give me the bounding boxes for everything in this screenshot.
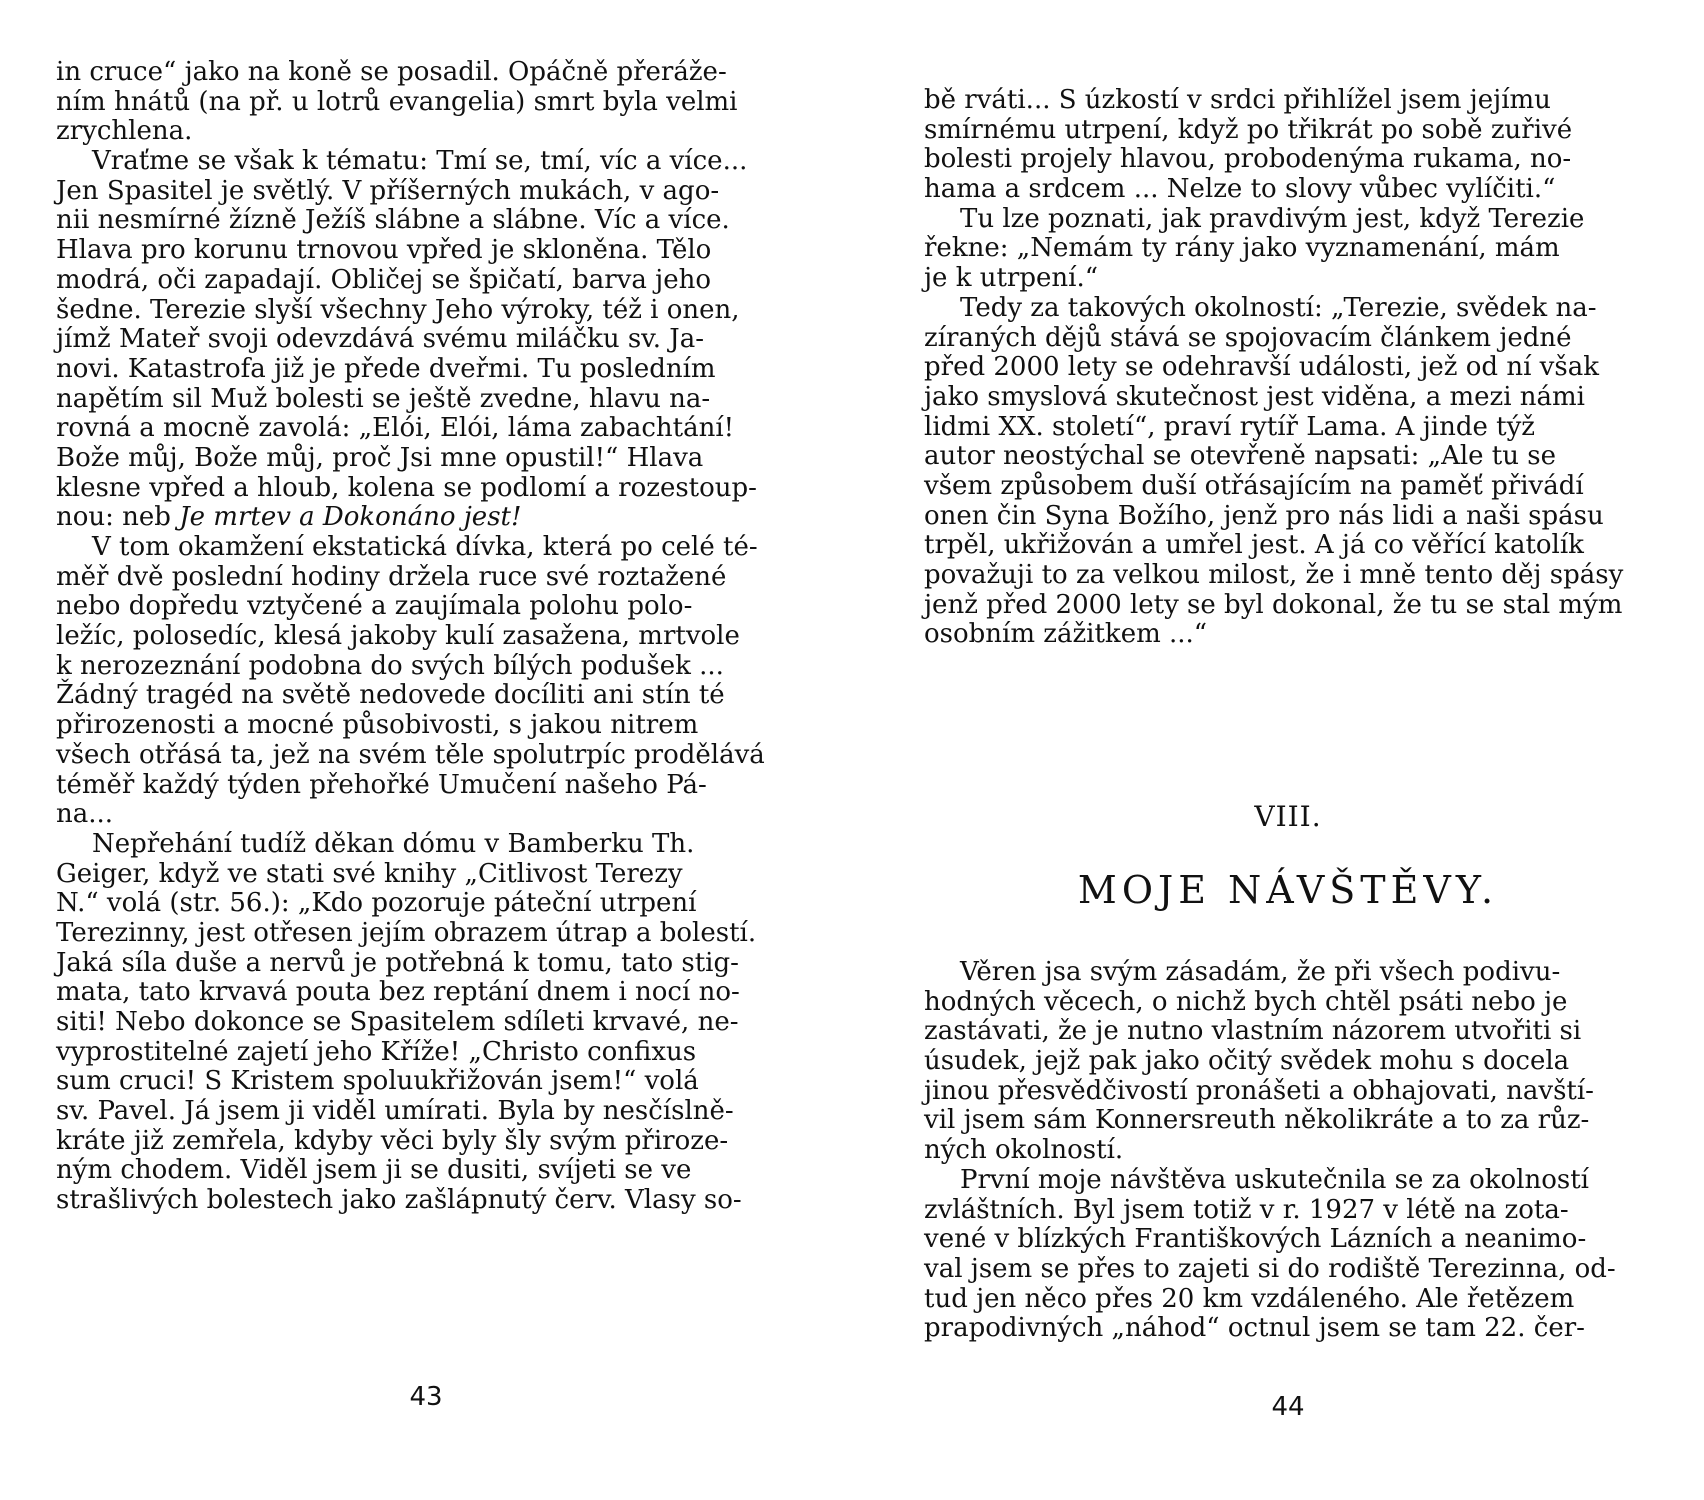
right-page-text-bottom (924, 958, 1652, 1344)
text-line-content: jinou přesvědčivostí pronášeti a obhajovati, navští- (924, 1075, 1594, 1106)
text-line-content: zvláštních. Byl jsem totiž v r. 1927 v létě na zota- (924, 1194, 1569, 1225)
text-line-content: úsudek, jejž pak jako očitý svědek mohu s docela (924, 1046, 1570, 1077)
left-page-text (56, 58, 796, 1216)
text-line (924, 502, 1652, 532)
text-line (56, 860, 796, 890)
text-line (56, 236, 796, 266)
text-line (56, 889, 796, 919)
text-line-content: jako smyslová skutečnost jest viděna, a mezi námi (924, 381, 1585, 412)
text-line (924, 958, 1652, 988)
text-line-content: siti! Nebo dokonce se Spasitelem sdíleti krvavé, ne- (56, 1007, 739, 1037)
text-line (56, 533, 796, 563)
text-line (924, 353, 1652, 383)
text-line-content: rovná a mocně zavolá: „Elói, Elói, láma zabachtání! (56, 413, 735, 444)
text-line-content: lidmi XX. století“, praví rytíř Lama. A jinde týž (924, 411, 1535, 442)
text-line (56, 206, 796, 236)
text-line-content: sv. Pavel. Já jsem ji viděl umírati. Byla by nesčíslně- (56, 1096, 734, 1127)
text-line (56, 414, 796, 444)
text-line (56, 177, 796, 207)
text-line-content: tud jen něco přes 20 km vzdáleného. Ale řetězem (924, 1283, 1575, 1314)
text-line (56, 771, 796, 801)
text-line (56, 296, 796, 326)
text-line-content: V tom okamžení ekstatická dívka, která po celé té- (92, 532, 758, 562)
text-line-content: na... (56, 799, 114, 830)
right-page (924, 0, 1652, 1500)
text-line-content: mata, tato krvavá pouta bez reptání dnem i nocí no- (56, 977, 740, 1008)
text-line (924, 1225, 1652, 1255)
text-line-content: autor neostýchal se otevřeně napsati: „Ale tu se (924, 441, 1556, 472)
text-line-content: všech otřásá ta, jež na svém těle spolutrpíc prodělává (56, 739, 765, 770)
text-line (56, 919, 796, 949)
text-line-content: je k utrpení.“ (924, 263, 1099, 294)
page-number-left: 43 (409, 1382, 443, 1412)
text-line (56, 800, 796, 830)
text-line-content: Vraťme se však k tématu: Tmí se, tmí, víc a více... (92, 146, 748, 177)
text-line (924, 116, 1652, 146)
text-line (924, 531, 1652, 561)
text-line (924, 1166, 1652, 1196)
text-line (56, 830, 796, 860)
text-line (56, 474, 796, 504)
text-line (924, 1077, 1652, 1107)
text-line-content: jenž před 2000 lety se byl dokonal, že tu se stal mým (924, 589, 1623, 620)
text-line-content: ležíc, polosedíc, klesá jakoby kulí zasažena, mrtvole (56, 621, 740, 652)
text-line-content: prapodivných „náhod“ octnul jsem se tam 22. čer- (924, 1313, 1585, 1344)
text-line (56, 711, 796, 741)
text-line (924, 175, 1652, 205)
text-line (56, 1186, 796, 1216)
text-line (56, 741, 796, 771)
text-line (56, 1127, 796, 1157)
text-line (924, 205, 1652, 235)
text-line-content: Bože můj, Bože můj, proč Jsi mne opustil!“ Hlava (56, 442, 704, 473)
text-line (924, 561, 1652, 591)
text-line (56, 1008, 796, 1038)
text-line (924, 413, 1652, 443)
text-line-content: smírnému utrpení, když po třikrát po sobě zuřivé (924, 114, 1573, 145)
text-line (56, 1097, 796, 1127)
text-line (56, 58, 796, 88)
text-line (56, 622, 796, 652)
right-page-text-top (924, 86, 1652, 650)
page-number-right: 44 (1271, 1392, 1305, 1422)
text-line-content: hama a srdcem ... Nelze to slovy vůbec vylíčiti.“ (924, 174, 1556, 205)
text-line-content: modrá, oči zapadají. Obličej se špičatí, barva jeho (56, 264, 711, 295)
text-line (924, 1255, 1652, 1285)
text-line (924, 472, 1652, 502)
italic-text: Je mrtev a Dokonáno jest! (179, 502, 522, 533)
text-line (56, 1067, 796, 1097)
text-line-content: hodných věcech, o nichž bych chtěl psáti nebo je (924, 986, 1568, 1017)
text-line-content: Jaká síla duše a nervů je potřebná k tomu, tato stig- (56, 947, 739, 978)
text-line-content: onen čin Syna Božího, jenž pro nás lidi a naši spásu (924, 500, 1604, 531)
text-line-content: Nepřehání tudíž děkan dómu v Bamberku Th. (92, 828, 695, 859)
text-line-content: vyprostitelné zajetí jeho Kříže! „Christo confixus (56, 1036, 697, 1067)
text-line (924, 988, 1652, 1018)
text-line (56, 88, 796, 118)
text-line-content: jímž Mateř svoji odevzdává svému miláčku sv. Ja- (56, 324, 705, 355)
text-line-content: přirozenosti a mocné působivosti, s jakou nitrem (56, 710, 699, 741)
text-line-content: měř dvě poslední hodiny držela ruce své roztažené (56, 561, 727, 592)
text-line-content: Jen Spasitel je světlý. V příšerných mukách, v ago- (56, 175, 720, 206)
text-line (56, 385, 796, 415)
text-line-content: novi. Katastrofa již je přede dveřmi. Tu posledním (56, 353, 716, 384)
text-line (924, 1285, 1652, 1315)
text-line-content: Hlava pro korunu trnovou vpřed je skloněna. Tělo (56, 235, 712, 266)
text-line-content: vil jsem sám Konnersreuth několikráte a to za růz- (924, 1105, 1590, 1136)
text-line-content: nii nesmírné žízně Ježíš slábne a slábne. Víc a více. (56, 205, 730, 236)
text-line (56, 681, 796, 711)
text-line-content: strašlivých bolestech jako zašlápnutý červ. Vlasy so- (56, 1185, 742, 1216)
text-line (56, 592, 796, 622)
text-line (924, 1196, 1652, 1226)
text-line-content: zrychlena. (56, 116, 193, 147)
text-line-content: zastávati, že je nutno vlastním názorem utvořiti si (924, 1016, 1582, 1047)
text-line (56, 1156, 796, 1186)
text-line (56, 325, 796, 355)
left-page (56, 0, 796, 1500)
text-line (924, 442, 1652, 472)
text-line (56, 444, 796, 474)
text-line-content: bě rváti... S úzkostí v srdci přihlížel jsem jejímu (924, 85, 1551, 115)
text-line-content: téměř každý týden přehořké Umučení našeho Pá- (56, 769, 707, 800)
text-line-content: nou: neb (56, 502, 180, 533)
text-line-content: val jsem se přes to zajeti si do rodiště Terezinna, od- (924, 1253, 1616, 1284)
text-line-content: Tu lze poznati, jak pravdivým jest, když Terezie (960, 203, 1585, 234)
text-line (924, 620, 1652, 650)
text-line-content: N.“ volá (str. 56.): „Kdo pozoruje páteční utrpení (56, 888, 697, 919)
text-line (924, 324, 1652, 354)
text-line (924, 1314, 1652, 1344)
text-line (924, 234, 1652, 264)
text-line-content: šedne. Terezie slyší všechny Jeho výroky, též i onen, (56, 294, 740, 325)
text-line-content: napětím sil Muž bolesti se ještě zvedne, hlavu na- (56, 383, 711, 414)
text-line-content: ním hnátů (na př. u lotrů evangelia) smrt byla velmi (56, 86, 738, 117)
text-line-content: ných okolností. (924, 1135, 1124, 1166)
text-line (924, 1106, 1652, 1136)
text-line-content: Věren jsa svým zásadám, že při všech podivu- (960, 957, 1561, 987)
text-line (924, 264, 1652, 294)
text-line (924, 383, 1652, 413)
text-line-content: sum cruci! S Kristem spoluukřižován jsem!“ volá (56, 1066, 699, 1097)
text-line-content: Žádný tragéd na světě nedovede docíliti ani stín té (56, 680, 725, 711)
text-line-content: zíraných dějů stává se spojovacím článkem jedné (924, 322, 1572, 353)
text-line-content: Tedy za takových okolností: „Terezie, svědek na- (960, 292, 1597, 323)
text-line-content: považuji to za velkou milost, že i mně tento děj spásy (924, 560, 1624, 590)
text-line-content: nebo dopředu vztyčené a zaujímala polohu polo- (56, 591, 693, 622)
text-line-content: První moje návštěva uskutečnila se za okolností (960, 1164, 1589, 1195)
text-line (924, 1047, 1652, 1077)
chapter-number: VIII. (1254, 800, 1322, 833)
text-line-content: Terezinny, jest otřesen jejím obrazem útrap a bolestí. (56, 917, 757, 948)
text-line (924, 1136, 1652, 1166)
text-line-content: osobním zážitkem ...“ (924, 619, 1208, 650)
text-line (56, 147, 796, 177)
text-line (56, 1038, 796, 1068)
text-line (56, 978, 796, 1008)
text-line-content: řekne: „Nemám ty rány jako vyznamenání, mám (924, 233, 1560, 264)
text-line-content: ným chodem. Viděl jsem ji se dusiti, svíjeti se ve (56, 1155, 692, 1186)
text-line (56, 266, 796, 296)
text-line-content: in cruce“ jako na koně se posadil. Opáčně přeráže- (56, 57, 727, 87)
text-line (56, 503, 796, 533)
text-line-content: k nerozeznání podobna do svých bílých podušek ... (56, 650, 724, 681)
text-line-content: před 2000 lety se odehravší události, jež od ní však (924, 352, 1599, 383)
text-line (924, 86, 1652, 116)
text-line-content: kráte již zemřela, kdyby věci byly šly svým přiroze- (56, 1125, 729, 1156)
text-line-content: trpěl, ukřižován a umřel jest. A já co věřící katolík (924, 530, 1584, 561)
text-line (56, 652, 796, 682)
text-line-content: všem způsobem duší otřásajícím na paměť přivádí (924, 470, 1584, 501)
text-line (56, 563, 796, 593)
text-line (56, 355, 796, 385)
text-line-content: klesne vpřed a hloub, kolena se podlomí a rozestoup- (56, 472, 757, 503)
text-line-content: Geiger, když ve stati své knihy „Citlivost Terezy (56, 858, 683, 889)
chapter-title: MOJE NÁVŠTĚVY. (1077, 868, 1499, 912)
text-line (924, 591, 1652, 621)
text-line (56, 117, 796, 147)
text-line (924, 1017, 1652, 1047)
text-line-content: vené v blízkých Františkových Lázních a neanimo- (924, 1224, 1587, 1255)
text-line-content: bolesti projely hlavou, probodenýma rukama, no- (924, 144, 1572, 175)
text-line (924, 294, 1652, 324)
text-line (56, 949, 796, 979)
text-line (924, 145, 1652, 175)
